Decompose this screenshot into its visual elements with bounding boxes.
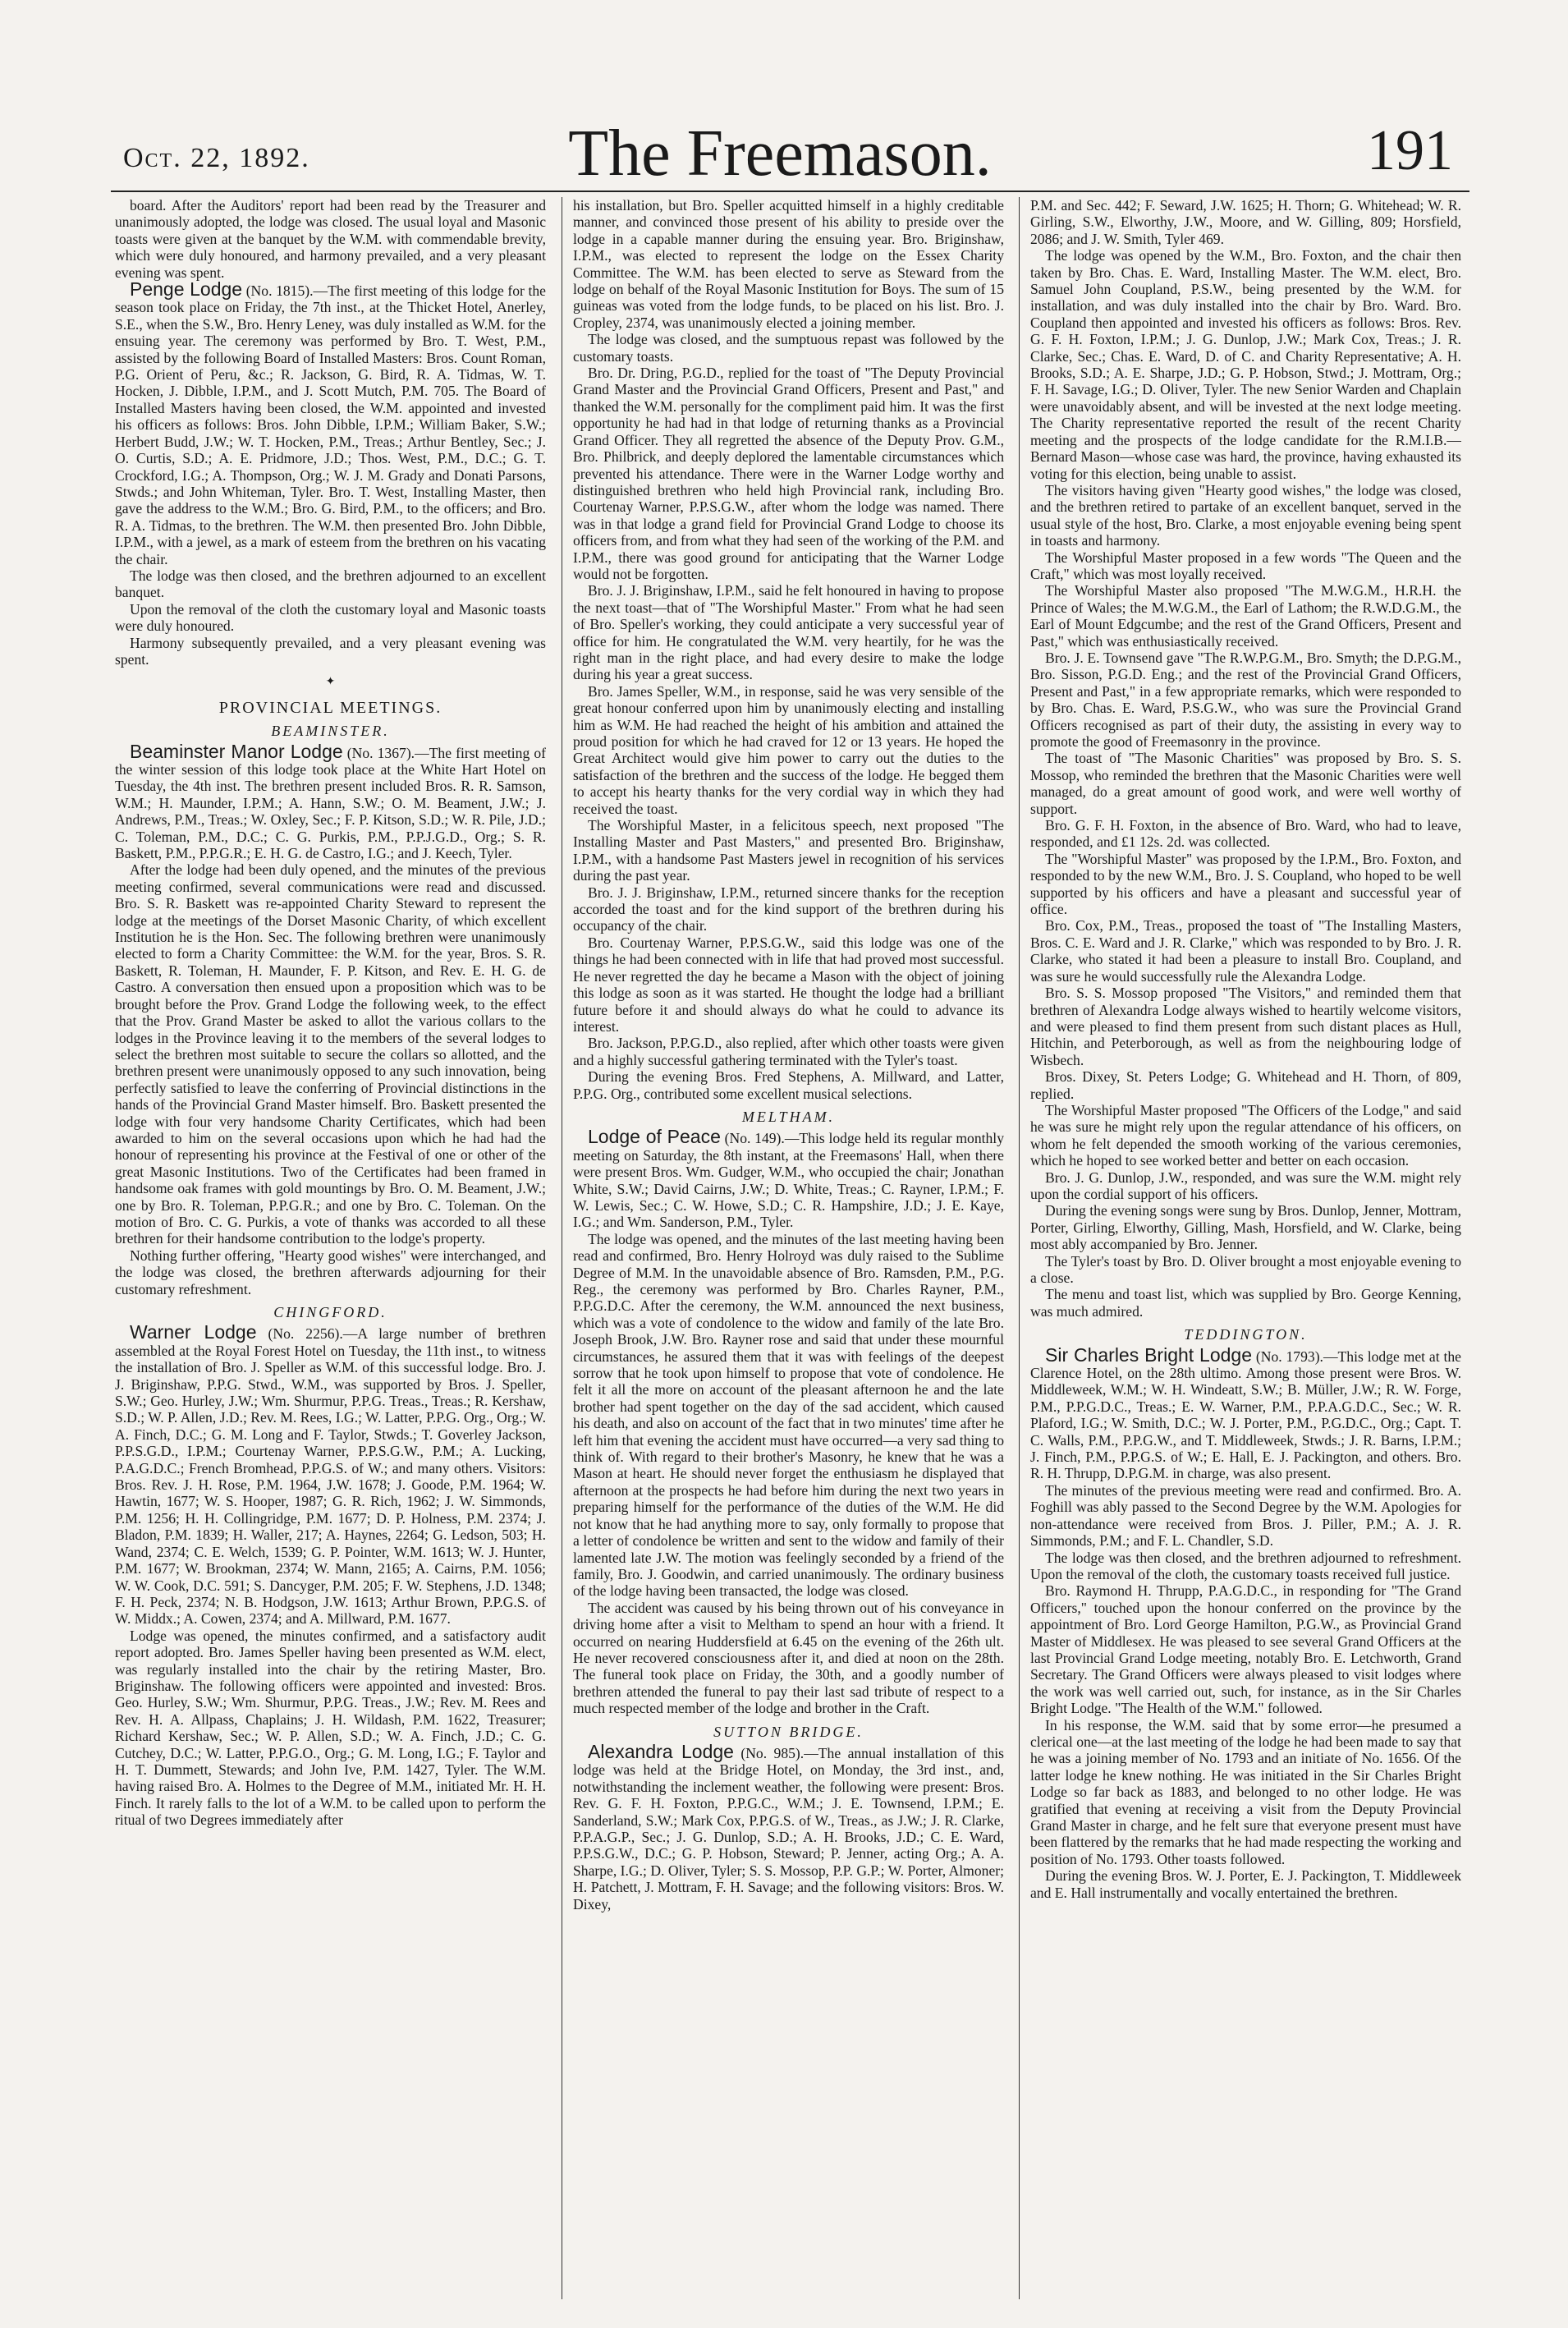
header-rule [111,191,1469,192]
paragraph: Nothing further offering, "Hearty good wishes" were interchanged, and the lodge was closed, the brethren afterwards adjourning for their customary refreshment. [115,1247,546,1297]
place-heading: MELTHAM. [741,1108,836,1125]
paragraph: During the evening Bros. Fred Stephens, A. Millward, and Latter, P.P.G. Org., contributed some excellent musical selections. [573,1068,1004,1102]
paragraph: After the lodge had been duly opened, and the minutes of the previous meeting confirmed, several communications were read and discussed. Bro. S. R. Baskett was re-appointed Charity Steward to represent the lodge at the meetings of the Dorset Masonic Charity, of which excellent Institution he is the Hon. Sec. The following brethren were unanimously elected to form a Charity Committee: the W.M. for the year, Bros. S. R. Baskett, R. Toleman, H. Maunder, F. P. Kitson, and Rev. E. H. G. de Castro. A conversation then ensued upon a proposition which was to be brought before the Prov. Grand Lodge the following week, to the effect that the Prov. Grand Master be asked to allot the various collars to the lodges in the Province leaving it to the members of the several lodges to select the brethren most suitable to secure the collars so allotted, and the brethren present were unanimously opposed to any such innovation, being perfectly satisfied to leave the conferring of Provincial distinctions in the hands of the Provincial Grand Master himself. Bro. Baskett presented the lodge with four very handsome Charity Certificates, which had been awarded to him on the several occasions upon which he had had the honour of representing his province at the Festival of one or other of the great Masonic Institutions. Two of the Certificates had been framed in handsome oak frames with gold mountings by Bro. O. M. Beament, J.W.; one by Bro. R. Toleman, P.P.G.R.; and one by Bro. C. Toleman. On the motion of Bro. C. G. Purkis, a vote of thanks was accorded to all these brethren for their handsome contribution to the lodge's property. [115,861,546,1247]
paragraph: P.M. and Sec. 442; F. Seward, J.W. 1625; H. Thorn; G. Whitehead; W. R. Girling, S.W., Elworthy, J.W., Moore, and W. Gilling, 809; Horsfield, 2086; and J. W. Smith, Tyler 469. [1030,197,1461,247]
lodge-number: (No. 1815). [245,282,314,300]
paragraph: During the evening Bros. W. J. Porter, E. J. Packington, T. Middleweek and E. Hall instrumentally and vocally entertained the brethren. [1030,1867,1461,1901]
paragraph: Bros. Dixey, St. Peters Lodge; G. Whitehead and H. Thorn, of 809, replied. [1030,1068,1461,1102]
paragraph: The lodge was closed, and the sumptuous repast was followed by the customary toasts. [573,331,1004,365]
lodge-number: (No. 1793). [1255,1348,1323,1365]
paragraph: The lodge was opened, and the minutes of the last meeting having been read and confirmed, Bro. Henry Holroyd was duly raised to the Sublime Degree of M.M. In the unavoidable absence of Bro. Ramsden, P.M., P.G. Reg., the ceremony was performed by Bro. Charles Rayner, P.M., P.P.G.D.C. After the ceremony, the W.M. announced the next business, which was a vote of condolence to the widow and family of the late Bro. Joseph Brook, J.W. Bro. Rayner rose and said that under these mournful circumstances, he assured them that it was with feelings of the deepest sorrow that he took upon himself to propose that vote of condolence. He felt it all the more on account of the pleasant afternoon he and the late brother had spent together on the day of the sad accident, which caused his death, and also on account of the fact that in two minutes' time after he left him that evening the accident must have occurred—a very sad thing to think of. With regard to their brother's Masonry, he knew that he was a Mason at heart. He should never forget the enthusiasm he displayed that afternoon at the prospects he had before him during the next two years in preparing himself for the performance of the duties of the W.M. He did not know that he had anything more to say, only formally to propose that a letter of condolence be written and sent to the widow and family of their lamented late J.W. The motion was feelingly seconded by a friend of the family, Bro. J. Goodwin, and carried unanimously. The ordinary business of the lodge having been transacted, the lodge was closed. [573,1230,1004,1600]
paragraph: Bro. James Speller, W.M., in response, said he was very sensible of the great honour conferred upon him by unanimously electing and installing him as W.M. He had reached the height of his ambition and attained the proud position for which he had craved for 12 or 13 years. He hoped the Great Architect would give him power to carry out the duties to the satisfaction of the brethren and the success of the lodge. He begged them to accept his hearty thanks for the very cordial way in which they had received the toast. [573,682,1004,817]
paragraph: During the evening songs were sung by Bros. Dunlop, Jenner, Mottram, Porter, Girling, Elworthy, Gilling, Mash, Horsfield, and W. Clarke, being most ably accompanied by Bro. Jenner. [1030,1202,1461,1253]
lodge-report [115,740,546,862]
paragraph: board. After the Auditors' report had been read by the Treasurer and unanimously adopted, the lodge was closed. The usual loyal and Masonic toasts were given at the banquet by the W.M. with commendable brevity, which were duly honoured, and harmony prevailed, and a very pleasant evening was spent. [115,197,546,281]
paragraph: Bro. Cox, P.M., Treas., proposed the toast of "The Installing Masters, Bros. C. E. Ward and J. R. Clarke," which was responded to by Bro. J. R. Clarke, who stated it had been a pleasure to install Bro. Coupland, and was sure he would successfully rule the Alexandra Lodge. [1030,917,1461,985]
column-2 [573,197,1004,2299]
lodge-number: (No. 1367). [346,744,415,761]
paragraph: Bro. J. E. Townsend gave "The R.W.P.G.M., Bro. Smyth; the D.P.G.M., Bro. Sisson, P.G.D. Eng.; and the rest of the Provincial Grand Officers, Present and Past," in a few appropriate remarks, which were responded to by Bro. Chas. E. Ward, P.S.G.W., who was sure the Provincial Grand Officers recognised as part of their duty, the assisting in every way to promote the good of Freemasonry in the province. [1030,649,1461,750]
paragraph: The Worshipful Master, in a felicitous speech, next proposed "The Installing Master and Past Masters," and presented Bro. Briginshaw, I.P.M., with a handsome Past Masters jewel in recognition of his services during the past year. [573,817,1004,884]
column-3 [1030,197,1461,2299]
lodge-report [573,1128,1004,1230]
paragraph: Bro. Dr. Dring, P.G.D., replied for the toast of "The Deputy Provincial Grand Master and the Provincial Grand Officers, Present and Past," and thanked the W.M. personally for the compliment paid him. It was the first opportunity he had had in that lodge of returning thanks as a Provincial Grand Officer. They all regretted the absence of the Deputy Prov. G.M., Bro. Philbrick, and deeply deplored the lamentable circumstances which prevented his attendance. There were in the Warner Lodge worthy and distinguished brethren who held high Provincial rank, including Bro. Courtenay Warner, P.P.S.G.W., after whom the lodge was named. There was in that lodge a grand field for Provincial Grand Lodge to choose its officers from, and from what they had seen of the working of the P.M. and I.P.M., there was good ground for anticipating that the Warner Lodge would not be forgotten. [573,365,1004,582]
place-heading: SUTTON BRIDGE. [713,1723,864,1740]
paragraph: Bro. J. J. Briginshaw, I.P.M., said he felt honoured in having to propose the next toast—that of "The Worshipful Master." From what he had seen of Bro. Speller's working, they could anticipate a very successful year of office for him. He congratulated the W.M. very heartily, for he was the right man in the right place, and had every desire to make the lodge during his year a great success. [573,582,1004,683]
paragraph: Bro. S. S. Mossop proposed "The Visitors," and reminded them that brethren of Alexandra Lodge always wished to heartily welcome visitors, and were pleased to find them present from such distant places as Hull, Hitchin, and Peterborough, as well as from the neighbouring lodge of Wisbech. [1030,985,1461,1068]
paragraph: Harmony subsequently prevailed, and a very pleasant evening was spent. [115,634,546,668]
lodge-heading: Warner Lodge [130,1321,257,1343]
section-heading: PROVINCIAL MEETINGS. [218,698,442,717]
lodge-heading: Beaminster Manor Lodge [130,740,343,762]
lodge-number: (No. 149). [724,1130,785,1147]
lodge-heading: Sir Charles Bright Lodge [1045,1343,1252,1366]
issue-date: Oct. 22, 1892. [123,143,310,173]
paragraph: Bro. Courtenay Warner, P.P.S.G.W., said this lodge was one of the things he had been connected with in life that had proved most successful. He never regretted the day he became a Mason with the object of joining this lodge as soon as it was started. He thought the lodge had a brilliant future before it and should always do what he could to advance its interest. [573,934,1004,1035]
column-1 [115,197,546,2299]
paragraph: The Worshipful Master proposed "The Officers of the Lodge," and said he was sure he might rely upon the regular attendance of his officers, on whom he felt depended the smooth working of the various ceremonies, which he hoped to see worked better and better on each occasion. [1030,1101,1461,1169]
place-heading: CHINGFORD. [273,1304,387,1320]
paragraph: Bro. J. G. Dunlop, J.W., responded, and was sure the W.M. might rely upon the cordial support of his officers. [1030,1169,1461,1202]
paragraph: The visitors having given "Hearty good wishes," the lodge was closed, and the brethren retired to partake of an excellent banquet, served in the usual style of the host, Bro. Clarke, a most enjoyable evening being spent in toasts and harmony. [1030,481,1461,549]
paragraph: Lodge was opened, the minutes confirmed, and a satisfactory audit report adopted. Bro. James Speller having been presented as W.M. elect, was regularly installed into the chair by the retiring Master, Bro. Briginshaw. The following officers were appointed and invested: Bros. Geo. Hurley, S.W.; Wm. Shurmur, P.P.G. Treas., J.W.; Rev. M. Rees and Rev. H. A. Allpass, Chaplains; J. H. Wildash, P.M. 1622, Treasurer; Richard Kershaw, Sec.; W. P. Allen, S.D.; W. A. Finch, J.D.; C. G. Cutchey, D.C.; W. Latter, P.P.G.O., Org.; G. M. Long, I.G.; F. Taylor and H. T. Dummett, Stewards; and John Ive, P.M. 1427, Tyler. The W.M. having raised Bro. A. Holmes to the Degree of M.M., initiated Mr. H. H. Finch. It rarely falls to the lot of a W.M. to be called upon to perform the ritual of two Degrees immediately after [115,1627,546,1829]
paragraph: The Worshipful Master also proposed "The M.W.G.M., H.R.H. the Prince of Wales; the M.W.G.M., the Earl of Lathom; the R.W.D.G.M., the Earl of Mount Edgcumbe; and the rest of the Grand Officers, Present and Past," which was enthusiastically received. [1030,582,1461,650]
column-divider [1019,197,1020,2299]
paragraph: Bro. Jackson, P.P.G.D., also replied, after which other toasts were given and a highly successful gathering terminated with the Tyler's toast. [573,1035,1004,1068]
lodge-report-body: —A large number of brethren assembled at the Royal Forest Hotel on Tuesday, the 11th inst., to witness the installation of Bro. J. Speller as W.M. of this successful lodge. Bro. J. J. Briginshaw, P.P.G. Stwd., W.M., was supported by Bros. J. Speller, S.W.; Geo. Hurley, J.W.; Wm. Shurmur, P.P.G. Treas., Treas.; R. Kershaw, S.D.; W. P. Allen, J.D.; Rev. M. Rees, I.G.; W. Latter, P.P.G. Org., Org.; W. A. Finch, D.C.; G. M. Long and F. Taylor, Stwds.; T. Goverley Jackson, P.P.S.G.D., I.P.M.; Courtenay Warner, P.P.S.G.W., P.M.; A. Lucking, P.A.G.D.C.; French Bromhead, P.P.G.S. of W.; and many others. Visitors: Bros. Rev. J. H. Rose, P.M. 1964, J.W. 1678; J. Goode, P.M. 1964; W. Hawtin, 1677; W. S. Hooper, 1987; G. R. Rich, 1962; J. W. Simmonds, P.M. 1256; H. H. Collingridge, P.M. 1677; D. P. Holness, P.M. 2374; J. Bladon, P.M. 1839; H. Waller, 217; A. Haynes, 2264; G. Ledson, 503; H. Wand, 2374; C. E. Welch, 1539; G. P. Pointer, W.M. 1613; W. J. Hunter, P.M. 1677; W. Brookman, 2374; W. Mann, 2165; A. Cairns, P.M. 1056; W. W. Cook, D.C. 591; S. Dancyger, P.M. 205; F. W. Stephens, J.D. 1348; F. H. Peck, 2374; N. B. Hodgson, J.W. 1613; Arthur Brown, P.P.G.S. of W. Middx.; A. Cowen, 2374; and A. Millward, P.M. 1677. [115,1325,546,1628]
lodge-report-body: —The annual installation of this lodge was held at the Bridge Hotel, on Monday, the 3rd inst., and, notwithstanding the inclement weather, the following were present: Bros. Rev. G. F. H. Foxton, P.P.G.C., W.M.; J. E. Townsend, I.P.M.; E. Sanderland, S.W.; Mark Cox, P.P.G.S. of W., Treas., as J.W.; J. R. Clarke, P.P.A.G.P., Sec.; J. G. Dunlop, S.D.; A. H. Brooks, J.D.; C. E. Ward, P.P.S.G.W., D.C.; G. P. Hobson, Steward; P. Jenner, acting Org.; A. A. Sharpe, I.G.; D. Oliver, Tyler; S. S. Mossop, P.P. G.P.; W. Porter, Almoner; H. Patchett, J. Mottram, F. H. Savage; and the following visitors: Bros. W. Dixey, [573,1744,1004,1912]
paragraph: Bro. G. F. H. Foxton, in the absence of Bro. Ward, who had to leave, responded, and £1 12s. 2d. was collected. [1030,817,1461,851]
lodge-report [115,278,546,567]
paragraph: The Worshipful Master proposed in a few words "The Queen and the Craft," which was most loyally received. [1030,549,1461,582]
lodge-report [573,1740,1004,1912]
lodge-report-body: —This lodge held its regular monthly meeting on Saturday, the 8th instant, at the Freemasons' Hall, when there were present Bros. Wm. Gudger, W.M., who occupied the chair; Jonathan White, S.W.; David Cairns, J.W.; D. White, Treas.; C. Rayner, I.P.M.; F. W. Lewis, Sec.; C. W. Howe, S.D.; C. R. Hampshire, J.D.; J. E. Kaye, I.G.; and Wm. Sanderson, P.M., Tyler. [573,1130,1004,1231]
lodge-report-body: —This lodge met at the Clarence Hotel, on the 28th ultimo. Among those present were Bros. W. Middleweek, W.M.; W. H. Windeatt, S.W.; B. Müller, J.W.; R. W. Forge, P.M., P.P.G.D.C., Treas.; E. W. Warner, P.M., P.P.A.G.D.C., Sec.; W. R. Plaford, I.G.; W. Smith, D.C.; W. J. Porter, P.M., P.G.D.C., Org.; Capt. T. C. Walls, P.M., P.P.G.W., and T. Middleweek, Stwds.; J. R. Barns, I.P.M.; J. Finch, P.M., P.P.G.S. of W.; E. Hall, E. J. Packington, and others. Bro. R. H. Thrupp, D.P.G.M. in charge, was also present. [1030,1348,1461,1482]
paragraph: The menu and toast list, which was supplied by Bro. George Kenning, was much admired. [1030,1286,1461,1320]
paragraph: his installation, but Bro. Speller acquitted himself in a highly creditable manner, and convinced those present of his ability to preside over the lodge in a capable manner during the ensuing year. Bro. Briginshaw, I.P.M., was elected to represent the lodge on the Essex Charity Committee. The W.M. has been elected to serve as Steward from the lodge on behalf of the Royal Masonic Institution for Boys. The sum of 15 guineas was voted from the lodge funds, to be placed on his list. Bro. J. Cropley, 2374, was unanimously elected a joining member. [573,197,1004,331]
place-heading: BEAMINSTER. [271,723,390,740]
paragraph: The minutes of the previous meeting were read and confirmed. Bro. A. Foghill was ably passed to the Second Degree by the W.M. Apologies for non-attendance were received from Bros. J. Piller, P.M.; A. J. R. Simmonds, P.M.; and F. L. Chandler, S.D. [1030,1481,1461,1550]
paragraph: Bro. J. J. Briginshaw, I.P.M., returned sincere thanks for the reception accorded the toast and for the kind support of the brethren during his occupancy of the chair. [573,884,1004,934]
paragraph: Bro. Raymond H. Thrupp, P.A.G.D.C., in responding for "The Grand Officers," touched upon the honour conferred on the province by the appointment of Bro. Lord George Hamilton, P.G.W., as Provincial Grand Master of Middlesex. He was pleased to see several Grand Officers at the last Provincial Grand Lodge meeting, notably Bro. E. Letchworth, Grand Secretary. The Grand Officers were always pleased to visit lodges where the work was well carried out, such, for instance, as in the Sir Charles Bright Lodge. "The Health of the W.M." followed. [1030,1582,1461,1717]
paragraph: The lodge was then closed, and the brethren adjourned to refreshment. Upon the removal of the cloth, the customary toasts received full justice. [1030,1549,1461,1582]
paragraph: Upon the removal of the cloth the customary loyal and Masonic toasts were duly honoured. [115,600,546,635]
lodge-heading: Penge Lodge [130,278,243,301]
newspaper-title: The Freemason. [568,117,992,190]
lodge-number: (No. 985). [740,1744,805,1761]
place-heading: TEDDINGTON. [1184,1326,1308,1343]
page-number: 191 [1367,119,1453,182]
lodge-heading: Lodge of Peace [588,1126,721,1148]
lodge-heading: Alexandra Lodge [588,1740,734,1762]
lodge-number: (No. 2256). [268,1325,343,1343]
paragraph: The "Worshipful Master" was proposed by the I.P.M., Bro. Foxton, and responded to by the new W.M., Bro. J. S. Coupland, who hoped to be well supported by his officers and have a pleasant and successful year of office. [1030,850,1461,918]
paragraph: The lodge was opened by the W.M., Bro. Foxton, and the chair then taken by Bro. Chas. E. Ward, Installing Master. The W.M. elect, Bro. Samuel John Coupland, P.S.W., being presented by the W.M. for installation, and was duly installed into the chair by Bro. Ward. Bro. Coupland then appointed and invested his officers as follows: Bros. Rev. G. F. H. Foxton, I.P.M.; J. G. Dunlop, J.W.; Mark Cox, Treas.; J. R. Clarke, Sec.; Chas. E. Ward, D. of C. and Charity Representative; A. H. Brooks, S.D.; A. E. Sharpe, J.D.; G. P. Hobson, Stwd.; J. Mottram, Org.; F. H. Savage, I.G.; D. Oliver, Tyler. The new Senior Warden and Chaplain were unavoidably absent, and will be invested at the next lodge meeting. The Charity representative reported the result of the recent Charity meeting and the prospects of the lodge candidate for the R.M.I.B.—Bernard Mason—whose case was hard, the province, having exhausted its voting for this election, being unable to assist. [1030,247,1461,482]
lodge-report-body: —The first meeting of this lodge for the season took place on Friday, the 7th inst., at the Thicket Hotel, Anerley, S.E., when the S.W., Bro. Henry Leney, was duly installed as W.M. for the ensuing year. The ceremony was performed by Bro. T. West, P.M., assisted by the following Board of Installed Masters: Bros. Count Roman, P.G. Orient of Peru, &c.; R. Jackson, G. Bird, R. A. Tidmas, W. T. Hocken, J. Dibble, I.P.M., and J. Scott Mutch, P.M. 705. The Board of Installed Masters having been closed, the W.M. appointed and invested his officers as follows: Bros. John Dibble, I.P.M.; William Baker, S.W.; Herbert Budd, J.W.; W. T. Hocken, P.M., Treas.; Arthur Bentley, Sec.; J. O. Curtis, S.D.; A. E. Pridmore, J.D.; Thos. West, P.M., D.C.; G. T. Crockford, I.G.; A. Thompson, Org.; W. J. M. Grady and Donati Parsons, Stwds.; and John Whiteman, Tyler. Bro. T. West, Installing Master, then gave the address to the W.M.; Bro. G. Bird, P.M., to the officers; and Bro. R. A. Tidmas, to the brethren. The W.M. then presented Bro. John Dibble, I.P.M., with a jewel, as a mark of esteem from the brethren on his vacating the chair. [115,282,546,567]
paragraph: The Tyler's toast by Bro. D. Oliver brought a most enjoyable evening to a close. [1030,1252,1461,1286]
lodge-report [1030,1343,1461,1482]
section-ornament: ✦ [325,676,336,689]
paragraph: The toast of "The Masonic Charities" was proposed by Bro. S. S. Mossop, who reminded the brethren that the Masonic Charities were well managed, do a great amount of good work, and were well worthy of support. [1030,750,1461,817]
lodge-report [115,1321,546,1628]
article-columns [115,197,1461,2299]
masthead [107,105,1453,195]
paragraph: In his response, the W.M. said that by some error—he presumed a clerical one—at the last meeting of the lodge he had been made to say that he was a joining member of No. 1793 and an initiate of No. 1656. Of the latter lodge he knew nothing. He was initiated in the Sir Charles Bright Lodge so far back as 1883, and belonged to no other lodge. He was gratified that evening at receiving a visit from the Deputy Provincial Grand Master in charge, and he felt sure that everyone present must have been flattered by the remarks that he had made respecting the working and position of No. 1793. Other toasts followed. [1030,1716,1461,1867]
paragraph: The accident was caused by his being thrown out of his conveyance in driving home after a visit to Meltham to spend an hour with a friend. It occurred on nearing Huddersfield at 6.45 on the evening of the 26th ult. He never recovered consciousness after it, and died at noon on the 28th. The funeral took place on Friday, the 30th, and a goodly number of brethren attended the funeral to pay their last sad tribute of respect to a much respected member of the lodge and brother in the Craft. [573,1599,1004,1717]
paragraph: The lodge was then closed, and the brethren adjourned to an excellent banquet. [115,567,546,601]
lodge-report-body: —The first meeting of the winter session of this lodge took place at the White Hart Hotel on Tuesday, the 4th inst. The brethren present included Bros. R. R. Samson, W.M.; H. Maunder, I.P.M.; A. Hann, S.W.; O. M. Beament, J.W.; J. Andrews, P.M., Treas.; W. Oxley, Sec.; F. P. Kitson, S.D.; W. R. Pile, J.D.; C. Toleman, P.M., D.C.; C. G. Purkis, P.M., P.P.J.G.D., Org.; S. R. Baskett, P.M., P.P.G.R.; E. H. G. de Castro, I.G.; and J. Keech, Tyler. [115,744,546,862]
